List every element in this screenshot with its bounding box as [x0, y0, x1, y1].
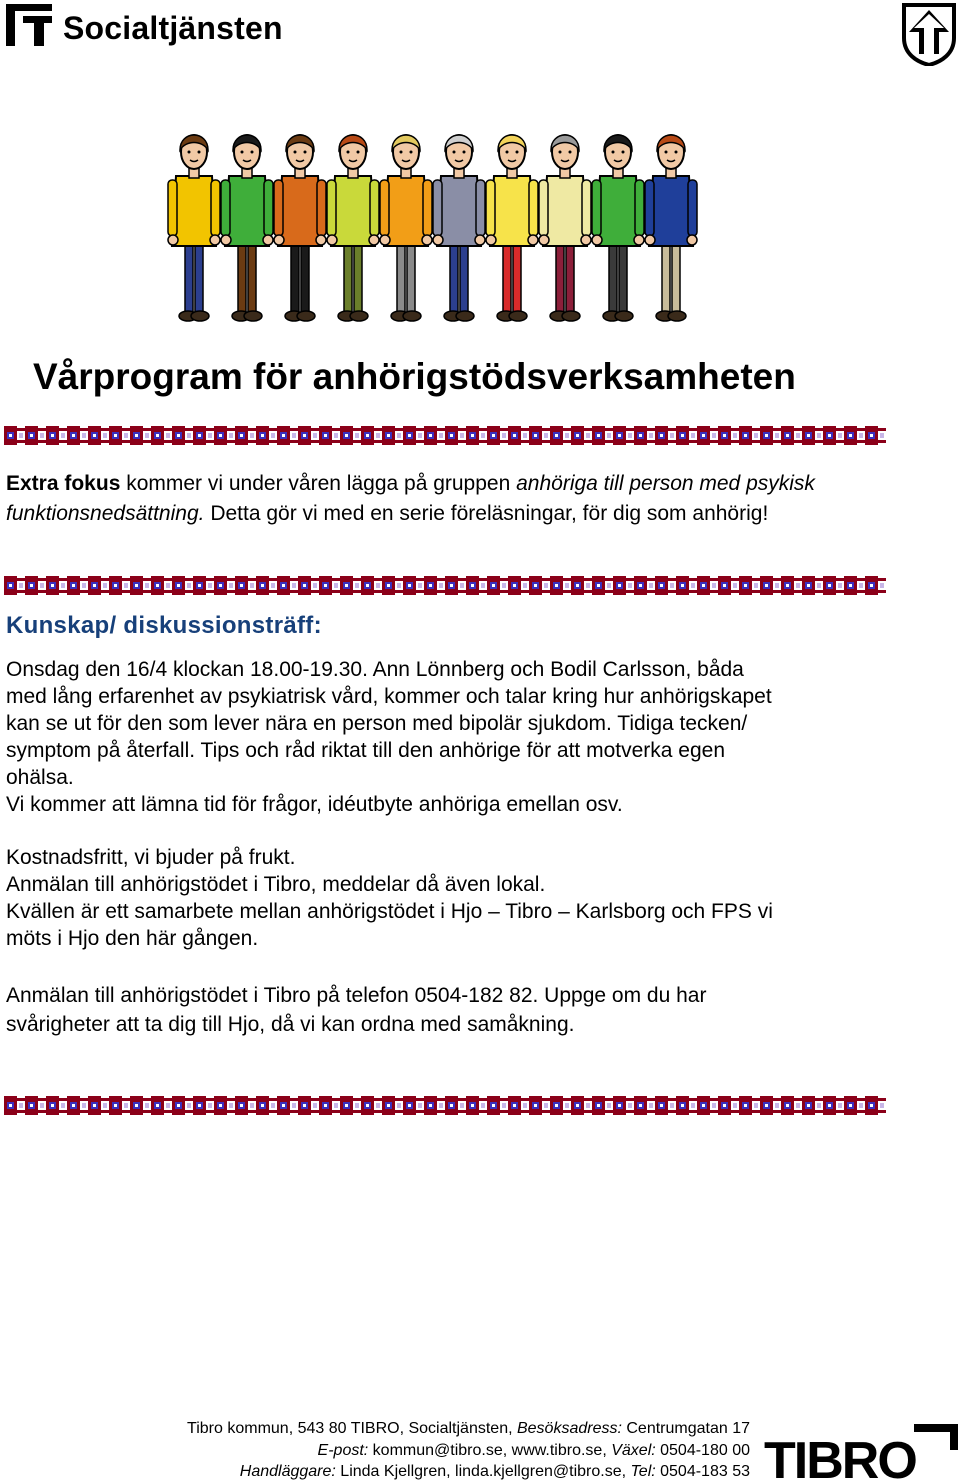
footer-label-tel: Tel: [630, 1463, 656, 1480]
practical-line: Anmälan till anhörigstödet i Tibro, meddelar då även lokal. [6, 873, 546, 896]
decorative-border [4, 1096, 886, 1115]
footer-label-visit: Besöksadress: [516, 1420, 622, 1437]
event-line: med lång erfarenhet av psykiatrisk vård, kommer och talar kring hur anhörigskapet [6, 685, 772, 708]
practical-line: möts i Hjo den här gången. [6, 927, 259, 950]
practical-line: Kvällen är ett samarbete mellan anhörigstödet i Hjo – Tibro – Karlsborg och FPS vi [6, 900, 773, 923]
footer-line-address [150, 1418, 750, 1440]
footer-visit-address: Centrumgatan 17 [621, 1420, 750, 1437]
event-line: kan se ut för den som lever nära en person med bipolär sjukdom. Tidiga tecken/ [6, 712, 748, 735]
event-line: ohälsa. [6, 766, 74, 789]
footer-org: Tibro kommun, 543 80 TIBRO, Socialtjänsten, [187, 1420, 517, 1437]
intro-text-1: kommer vi under våren lägga på gruppen [120, 472, 517, 495]
registration-info [6, 981, 906, 1039]
footer-line-officer [150, 1461, 750, 1483]
intro-text-2: Detta gör vi med en serie föreläsningar, för dig som anhörig! [204, 502, 769, 525]
intro-bold-lead: Extra fokus [6, 472, 121, 495]
socialtjansten-logo-icon [6, 4, 52, 46]
intro-paragraph [6, 469, 906, 529]
footer-label-switchboard: Växel: [611, 1441, 656, 1459]
register-line: Anmälan till anhörigstödet i Tibro på telefon 0504-182 82. Uppge om du har [6, 984, 707, 1007]
event-line: Onsdag den 16/4 klockan 18.00-19.30. Ann Lönnberg och Bodil Carlsson, båda [6, 658, 744, 681]
footer-label-officer: Handläggare: [239, 1463, 336, 1480]
register-line: svårigheter att ta dig till Hjo, då vi kan ordna med samåkning. [6, 1013, 575, 1036]
header-title: Socialtjänsten [63, 10, 283, 46]
event-line: Vi kommer att lämna tid för frågor, idéutbyte anhöriga emellan osv. [6, 793, 623, 816]
municipal-crest-icon [901, 2, 957, 66]
footer-tel: 0504-183 53 [655, 1463, 750, 1480]
decorative-border [4, 576, 886, 595]
people-group-illustration [164, 128, 700, 332]
decorative-border [4, 426, 886, 445]
footer-contact [150, 1418, 750, 1483]
intro-italic: anhöriga till person med psykisk funktionsnedsättning. [6, 472, 815, 525]
practical-line: Kostnadsfritt, vi bjuder på frukt. [6, 846, 296, 869]
footer-switchboard: 0504-180 00 [655, 1441, 750, 1459]
event-description [6, 656, 906, 818]
footer-email-web: kommun@tibro.se, www.tibro.se, [368, 1441, 612, 1459]
section-heading: Kunskap/ diskussionsträff: [6, 612, 322, 639]
footer-officer: Linda Kjellgren, linda.kjellgren@tibro.se, [335, 1463, 631, 1480]
footer-label-email: E-post: [317, 1441, 369, 1459]
event-line: symptom på återfall. Tips och råd riktat till den anhörige för att motverka egen [6, 739, 726, 762]
tibro-logo-text: TIBRO [764, 1432, 916, 1480]
practical-info [6, 844, 906, 952]
page-title: Vårprogram för anhörigstödsverksamheten [33, 356, 796, 397]
tibro-logo [764, 1424, 958, 1480]
footer-line-contact [150, 1440, 750, 1462]
